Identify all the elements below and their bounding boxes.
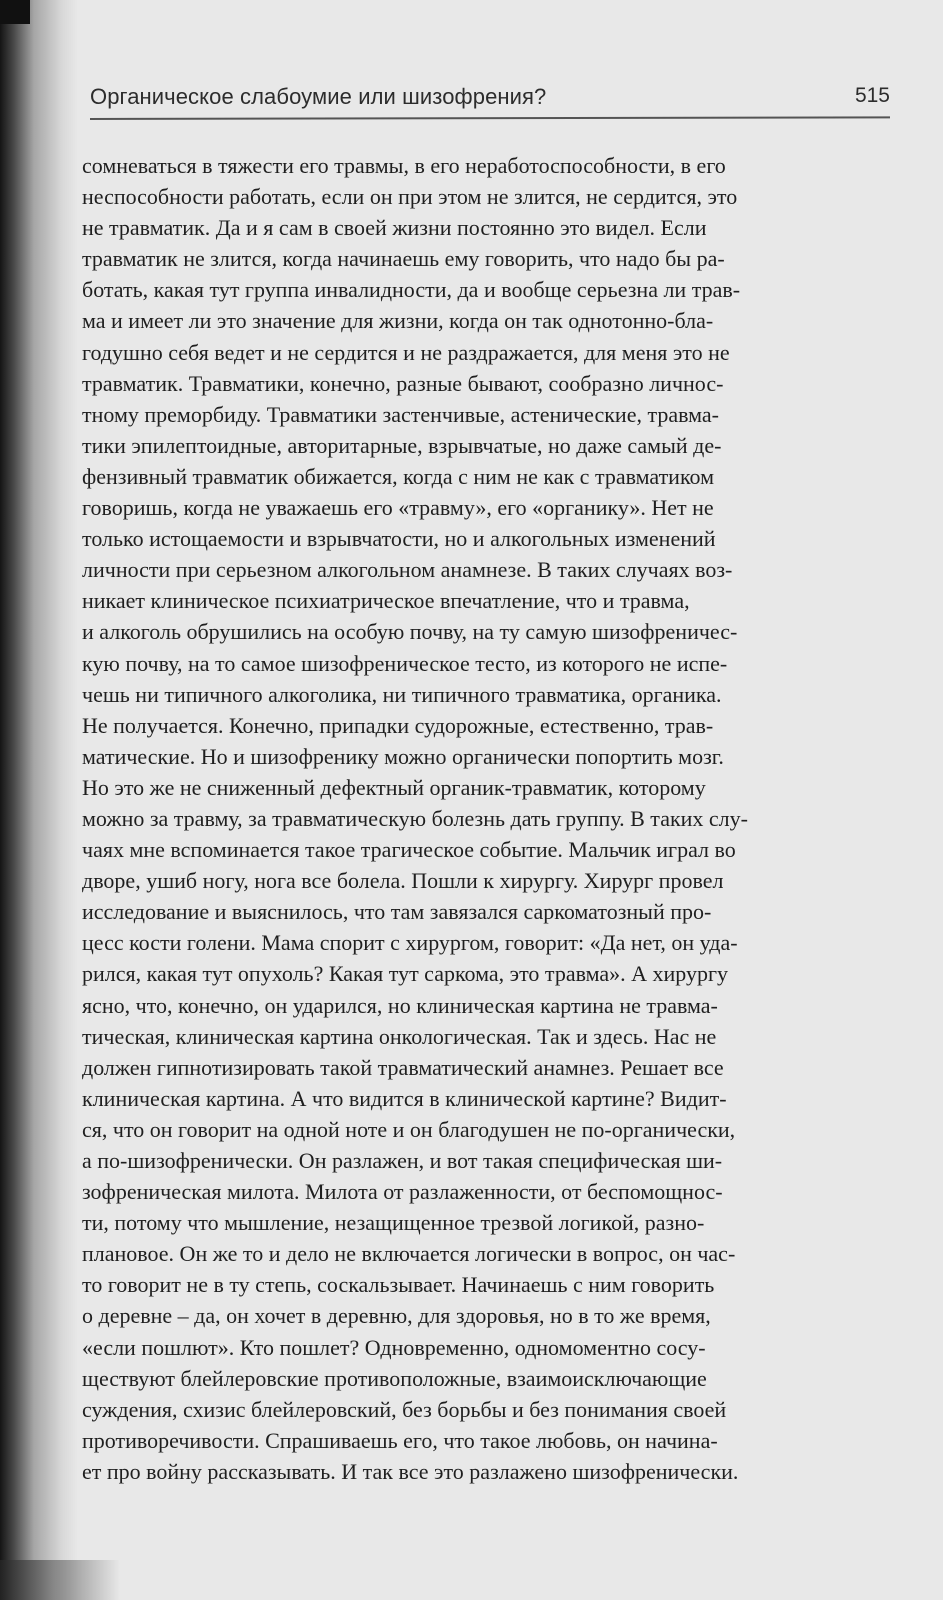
text-line: сомневаться в тяжести его травмы, в его неработоспособности, в его xyxy=(82,153,726,178)
text-line: только истощаемости и взрывчатости, но и алкогольных изменений xyxy=(82,526,716,552)
text-line: ти, потому что мышление, незащищенное трезвой логикой, разно- xyxy=(82,1210,705,1236)
text-line: ма и имеет ли это значение для жизни, когда он так однотонно-бла- xyxy=(82,308,714,334)
text-line: Не получается. Конечно, припадки судорожные, естественно, трав- xyxy=(82,712,714,738)
page-header xyxy=(90,84,890,118)
running-title: Органическое слабоумие или шизофрения? xyxy=(90,84,547,109)
text-line: исследование и выяснилось, что там завязался саркоматозный про- xyxy=(82,899,712,925)
text-line: рился, какая тут опухоль? Какая тут саркома, это травма». А хирургу xyxy=(82,961,729,987)
text-line: фензивный травматик обижается, когда с ним не как с травматиком xyxy=(82,463,715,489)
text-line: матические. Но и шизофренику можно органически попортить мозг. xyxy=(82,743,724,769)
text-line: ботать, какая тут группа инвалидности, да и вообще серьезна ли трав- xyxy=(82,277,741,303)
text-line: должен гипнотизировать такой травматический анамнез. Решает все xyxy=(82,1054,724,1080)
text-line: говоришь, когда не уважаешь его «травму», его «органику». Нет не xyxy=(82,495,714,521)
text-line: дворе, ушиб ногу, нога все болела. Пошли к хирургу. Хирург провел xyxy=(82,868,724,894)
text-line: то говорит не в ту степь, соскальзывает. Начинаешь с ним говорить xyxy=(82,1272,715,1298)
text-line: тическая, клиническая картина онкологическая. Так и здесь. Нас не xyxy=(82,1023,717,1049)
text-line: суждения, схизис блейлеровский, без борьбы и без понимания своей xyxy=(82,1396,727,1422)
text-line: ществуют блейлеровские противоположные, взаимоисключающие xyxy=(82,1365,707,1391)
text-line: не травматик. Да и я сам в своей жизни постоянно это видел. Если xyxy=(82,215,707,241)
page-number: 515 xyxy=(854,84,890,107)
body-text xyxy=(82,150,888,1487)
text-line: противоречивости. Спрашиваешь его, что такое любовь, он начина- xyxy=(82,1427,718,1453)
text-line: ясно, что, конечно, он ударился, но клиническая картина не травма- xyxy=(82,992,718,1018)
text-line: травматик. Травматики, конечно, разные бывают, сообразно личнос- xyxy=(82,370,724,396)
text-line: кую почву, на то самое шизофреническое тесто, из которого не испе- xyxy=(82,650,728,676)
text-line: и алкоголь обрушились на особую почву, на ту самую шизофреничес- xyxy=(82,619,738,645)
text-line: можно за травму, за травматическую болезнь дать группу. В таких слу- xyxy=(82,805,748,831)
text-line: личности при серьезном алкогольном анамнезе. В таких случаях воз- xyxy=(82,557,733,583)
page-gutter-shadow xyxy=(0,0,78,1600)
page-corner-shadow xyxy=(0,0,30,24)
header-rule xyxy=(90,116,890,120)
text-line: травматик не злится, когда начинаешь ему говорить, что надо бы ра- xyxy=(82,246,725,272)
text-line: цесс кости голени. Мама спорит с хирургом, говорит: «Да нет, он уда- xyxy=(82,930,738,956)
text-line: тному преморбиду. Травматики застенчивые, астенические, травма- xyxy=(82,401,719,427)
text-line: никает клиническое психиатрическое впечатление, что и травма, xyxy=(82,588,690,614)
text-line: неспособности работать, если он при этом не злится, не сердится, это xyxy=(82,184,738,210)
text-line: «если пошлют». Кто пошлет? Одновременно, одномоментно сосу- xyxy=(82,1334,706,1360)
text-line: о деревне – да, он хочет в деревню, для здоровья, но в то же время, xyxy=(82,1303,711,1329)
text-line: плановое. Он же то и дело не включается логически в вопрос, он час- xyxy=(82,1241,736,1267)
text-line: Но это же не сниженный дефектный органик-травматик, которому xyxy=(82,774,706,800)
text-line: зофреническая милота. Милота от разлаженности, от беспомощнос- xyxy=(82,1179,723,1205)
text-line: ся, что он говорит на одной ноте и он благодушен не по-органически, xyxy=(82,1116,736,1142)
text-line: ет про войну рассказывать. И так все это разлажено шизофренически. xyxy=(82,1458,739,1484)
text-line: тики эпилептоидные, авторитарные, взрывчатые, но даже самый де- xyxy=(82,432,722,458)
text-line: а по-шизофренически. Он разлажен, и вот такая специфическая ши- xyxy=(82,1148,723,1173)
text-line: клиническая картина. А что видится в клинической картине? Видит- xyxy=(82,1085,727,1111)
text-line: чешь ни типичного алкоголика, ни типичного травматика, органика. xyxy=(82,681,722,707)
text-line: годушно себя ведет и не сердится и не раздражается, для меня это не xyxy=(82,339,730,365)
text-line: чаях мне вспоминается такое трагическое событие. Мальчик играл во xyxy=(82,837,736,863)
page-bottom-shadow xyxy=(0,1560,120,1600)
